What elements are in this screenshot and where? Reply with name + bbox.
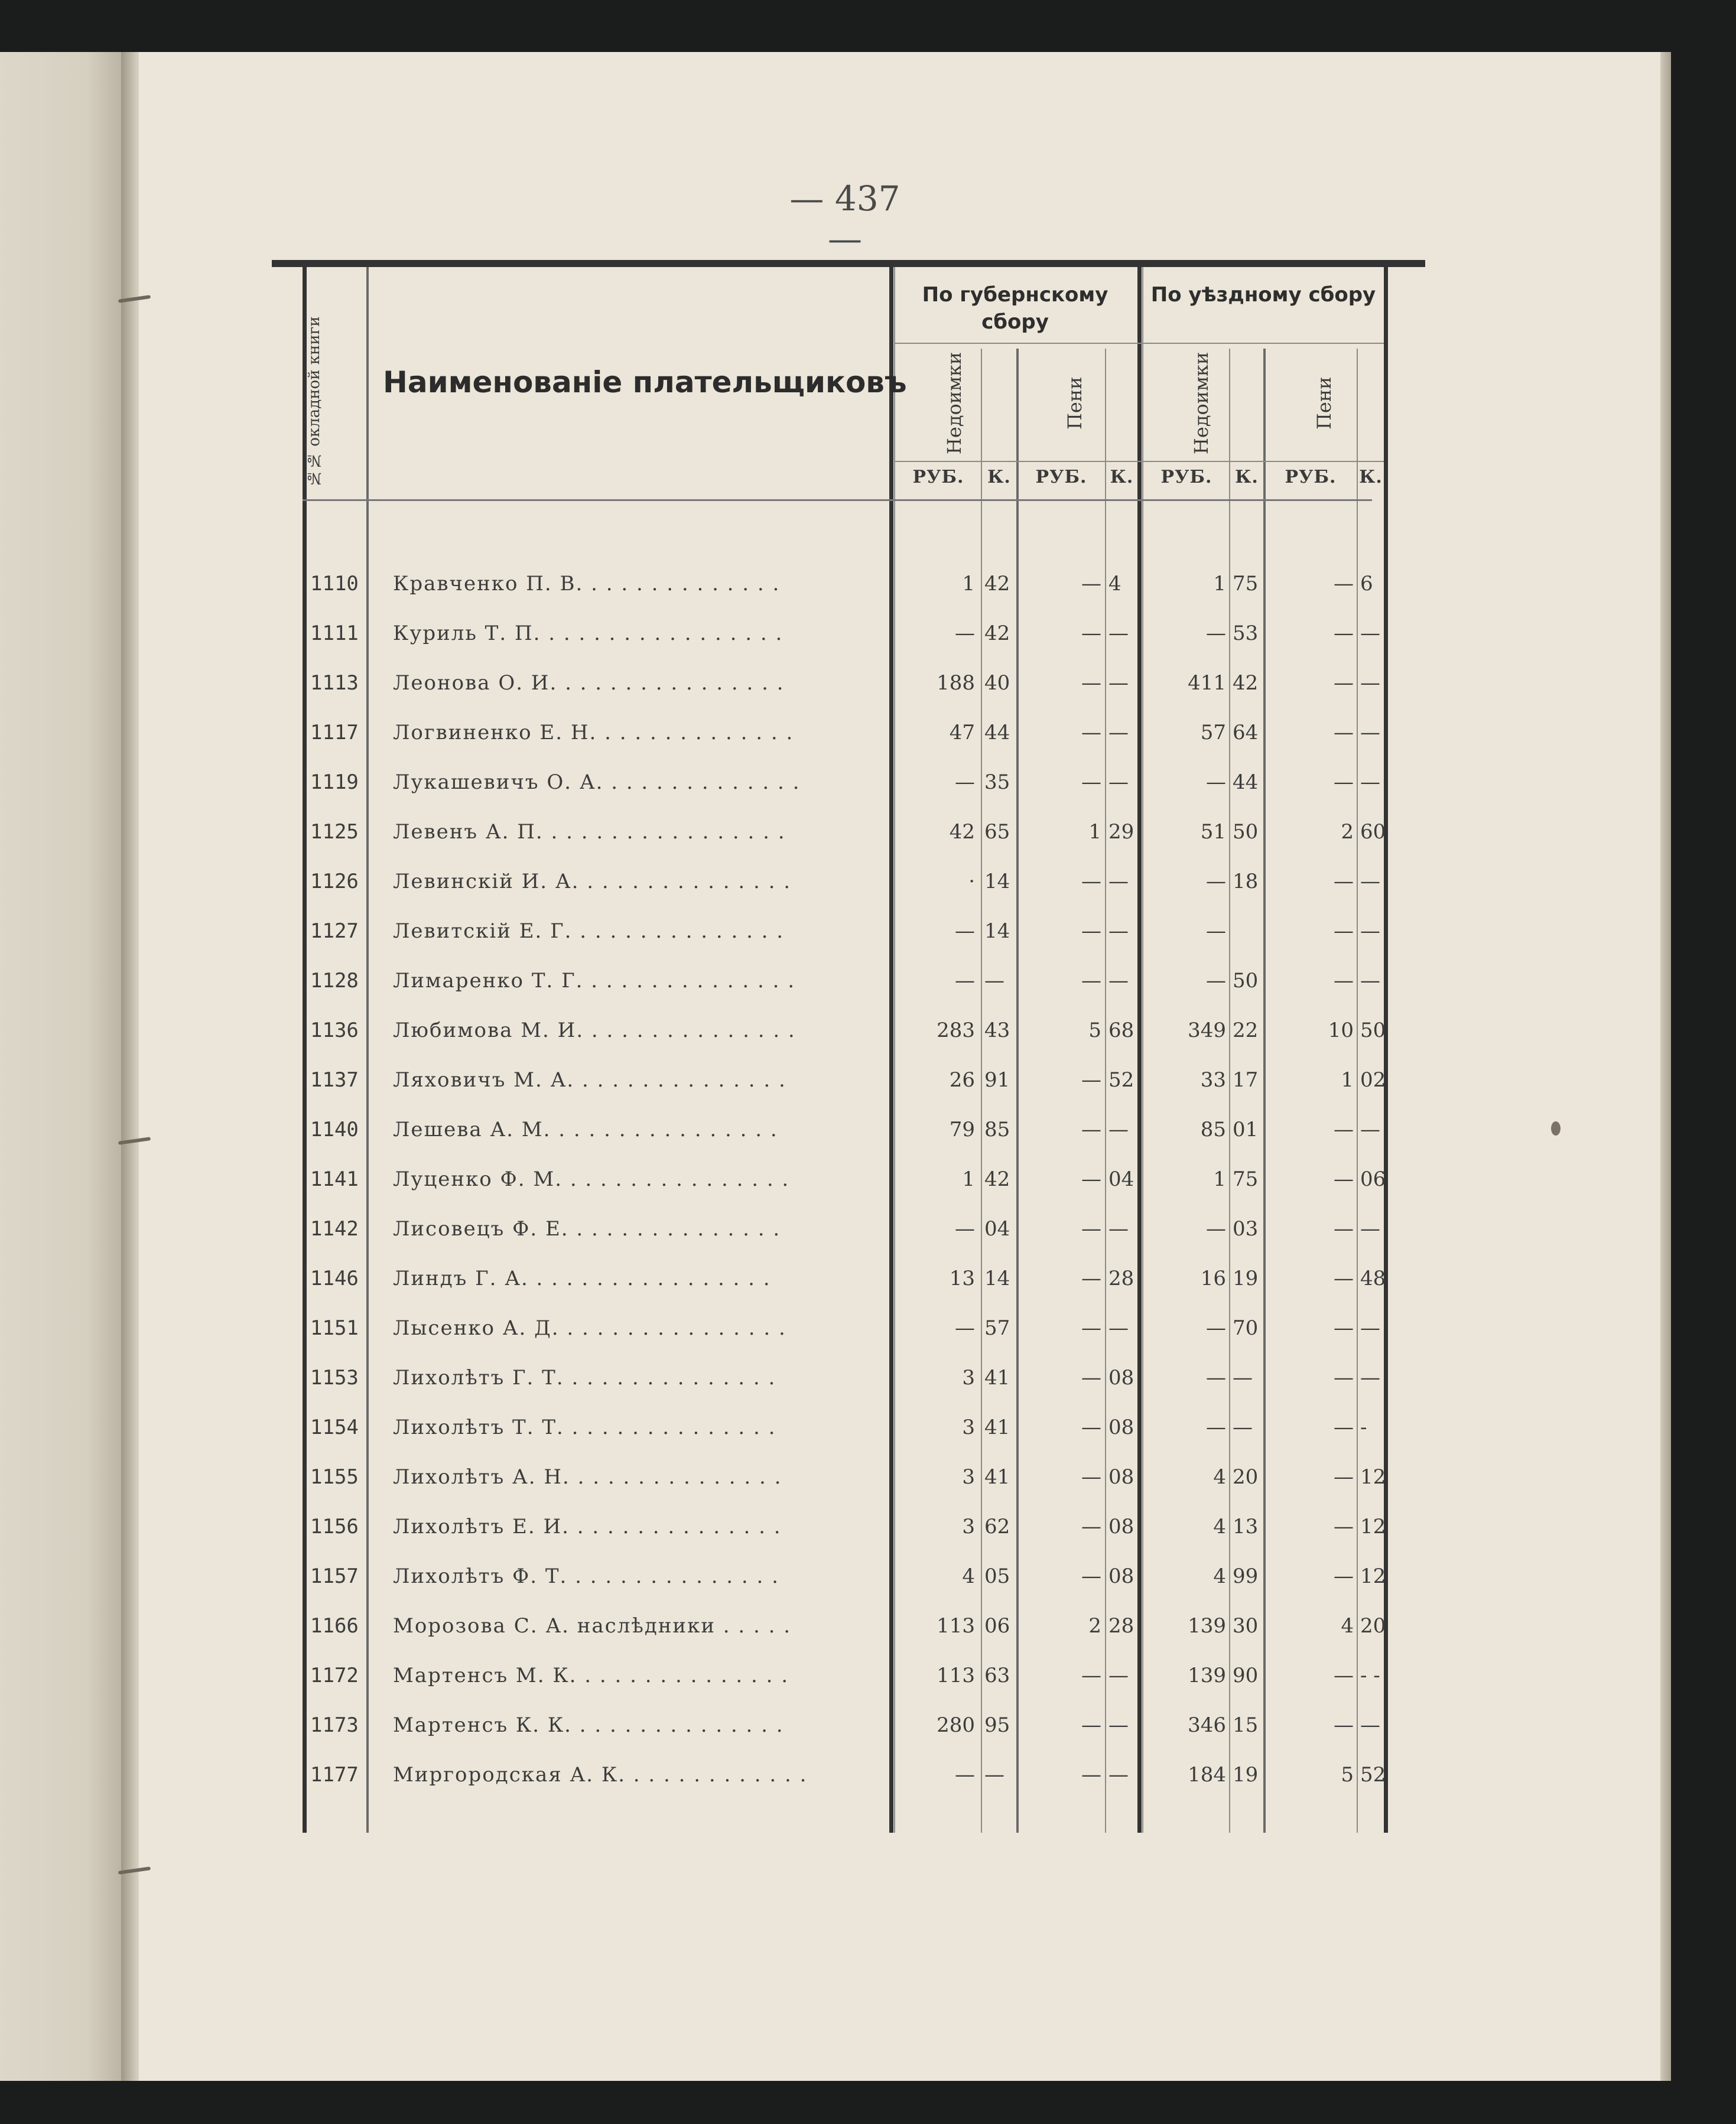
table-row [0, 1118, 1418, 1159]
province-arrears-kop: 85 [984, 1118, 1010, 1141]
province-arrears-rub: 79 [949, 1118, 975, 1141]
province-penalty-kop: — [1108, 622, 1129, 645]
province-penalty-rub: — [1081, 770, 1101, 794]
district-arrears-kop: 70 [1233, 1316, 1259, 1340]
province-arrears-kop: 43 [984, 1019, 1010, 1042]
table-row [0, 820, 1418, 861]
payer-name: Левенъ А. П. . . . . . . . . . . . . . . . . [393, 820, 786, 844]
book-number: 1127 [310, 919, 359, 943]
province-penalty-kop: 08 [1108, 1366, 1134, 1390]
province-penalty-kop: 28 [1108, 1614, 1134, 1638]
district-arrears-kop: 01 [1233, 1118, 1259, 1141]
province-arrears-kop: 57 [984, 1316, 1010, 1340]
paper-speck [1551, 1121, 1561, 1136]
header-bottom-rule [303, 499, 1372, 501]
district-penalty-kop: — [1360, 919, 1380, 943]
book-number: 1177 [310, 1763, 359, 1787]
arrears-header: Недоимки [1190, 352, 1212, 455]
province-arrears-rub: — [955, 969, 975, 993]
payer-name: Левитскій Е. Г. . . . . . . . . . . . . . . [393, 919, 785, 943]
district-penalty-kop: 20 [1360, 1614, 1386, 1638]
province-arrears-rub: · [968, 870, 975, 893]
province-penalty-kop: — [1108, 1217, 1129, 1241]
table-row [0, 671, 1418, 713]
district-penalty-rub: — [1334, 1664, 1354, 1687]
district-arrears-kop: 30 [1233, 1614, 1259, 1638]
table-row [0, 1515, 1418, 1556]
province-penalty-rub: — [1081, 1515, 1101, 1538]
table-row [0, 572, 1418, 613]
province-penalty-rub: — [1081, 1366, 1101, 1390]
province-arrears-rub: — [955, 919, 975, 943]
province-arrears-kop: 42 [984, 622, 1010, 645]
district-arrears-rub: — [1206, 622, 1226, 645]
province-arrears-rub: 3 [962, 1366, 975, 1390]
province-arrears-kop: 41 [984, 1416, 1010, 1439]
table-row [0, 1614, 1418, 1655]
payer-name: Лихолѣтъ Г. Т. . . . . . . . . . . . . . . [393, 1366, 776, 1390]
group-header-rule [894, 343, 1384, 344]
page-edge [1660, 52, 1671, 2081]
district-penalty-kop: 48 [1360, 1267, 1386, 1290]
province-arrears-kop: 44 [984, 721, 1010, 744]
district-arrears-rub: — [1206, 919, 1226, 943]
province-penalty-kop: — [1108, 1118, 1129, 1141]
book-number: 1136 [310, 1019, 359, 1042]
book-number: 1126 [310, 870, 359, 893]
district-arrears-kop: 75 [1233, 1167, 1259, 1191]
district-arrears-rub: 139 [1188, 1614, 1226, 1638]
province-penalty-rub: — [1081, 1068, 1101, 1092]
district-arrears-rub: 139 [1188, 1664, 1226, 1687]
district-arrears-kop: 50 [1233, 820, 1259, 844]
province-levy-header: По губернскому сбору [922, 283, 1108, 334]
district-arrears-kop: 20 [1233, 1465, 1259, 1489]
district-penalty-rub: — [1334, 671, 1354, 695]
district-penalty-kop: — [1360, 770, 1380, 794]
payer-name: Лихолѣтъ Е. И. . . . . . . . . . . . . . . [393, 1515, 782, 1538]
book-number: 1128 [310, 969, 359, 993]
province-arrears-kop: 14 [984, 1267, 1010, 1290]
province-arrears-kop: 41 [984, 1366, 1010, 1390]
unit-rub: РУБ. [1285, 467, 1337, 487]
province-penalty-rub: — [1081, 1217, 1101, 1241]
payer-name: Луценко Ф. М. . . . . . . . . . . . . . . . [393, 1167, 790, 1191]
province-arrears-rub: 26 [949, 1068, 975, 1092]
province-arrears-kop: 06 [984, 1614, 1010, 1638]
table-row [0, 1416, 1418, 1457]
district-penalty-kop: 6 [1360, 572, 1373, 596]
table-row [0, 1217, 1418, 1258]
district-arrears-rub: — [1206, 870, 1226, 893]
province-arrears-kop: 42 [984, 1167, 1010, 1191]
district-penalty-kop: — [1360, 671, 1380, 695]
district-penalty-kop: — [1360, 1366, 1380, 1390]
province-penalty-rub: — [1081, 969, 1101, 993]
district-penalty-kop: - [1360, 1416, 1367, 1439]
table-row [0, 1664, 1418, 1705]
province-arrears-kop: 35 [984, 770, 1010, 794]
book-number: 1156 [310, 1515, 359, 1538]
district-penalty-rub: — [1334, 1416, 1354, 1439]
district-arrears-kop: — [1233, 1366, 1253, 1390]
table-row [0, 1019, 1418, 1060]
district-arrears-kop: 19 [1233, 1763, 1259, 1787]
district-penalty-rub: — [1334, 1118, 1354, 1141]
payer-name: Ляховичъ М. А. . . . . . . . . . . . . . . [393, 1068, 786, 1092]
district-penalty-rub: 10 [1328, 1019, 1354, 1042]
province-arrears-rub: 283 [937, 1019, 975, 1042]
district-penalty-rub: — [1334, 1564, 1354, 1588]
page-number: — 437 — [789, 178, 900, 259]
table-row [0, 1713, 1418, 1755]
district-arrears-rub: 85 [1200, 1118, 1226, 1141]
book-number: 1113 [310, 671, 359, 695]
district-arrears-kop: — [1233, 1416, 1253, 1439]
district-arrears-rub: — [1206, 1316, 1226, 1340]
province-penalty-rub: — [1081, 1465, 1101, 1489]
payer-name: Левинскій И. А. . . . . . . . . . . . . . . [393, 870, 792, 893]
district-levy-header: По уѣздному сбору [1150, 283, 1376, 307]
province-penalty-rub: — [1081, 1416, 1101, 1439]
province-penalty-rub: — [1081, 1267, 1101, 1290]
book-number: 1157 [310, 1564, 359, 1588]
table-row [0, 1763, 1418, 1804]
province-arrears-kop: 05 [984, 1564, 1010, 1588]
district-arrears-rub: 33 [1200, 1068, 1226, 1092]
book-number: 1173 [310, 1713, 359, 1737]
province-penalty-kop: 68 [1108, 1019, 1134, 1042]
province-penalty-kop: — [1108, 870, 1129, 893]
province-arrears-kop: 95 [984, 1713, 1010, 1737]
payers-name-header: Наименованіе плательщиковъ [383, 365, 907, 399]
district-penalty-rub: — [1334, 721, 1354, 744]
unit-kop: К. [1359, 467, 1383, 487]
district-penalty-kop: 06 [1360, 1167, 1386, 1191]
district-penalty-rub: — [1334, 919, 1354, 943]
district-penalty-kop: — [1360, 1316, 1380, 1340]
payer-name: Лешева А. М. . . . . . . . . . . . . . . . [393, 1118, 778, 1141]
district-arrears-kop: 18 [1233, 870, 1259, 893]
province-penalty-kop: — [1108, 770, 1129, 794]
district-arrears-kop: 13 [1233, 1515, 1259, 1538]
district-penalty-rub: — [1334, 1267, 1354, 1290]
district-penalty-kop: - - [1360, 1664, 1380, 1687]
district-penalty-rub: — [1334, 1366, 1354, 1390]
book-number: 1153 [310, 1366, 359, 1390]
district-arrears-kop: 99 [1233, 1564, 1259, 1588]
payer-name: Морозова С. А. наслѣдники . . . . . [393, 1614, 792, 1638]
payer-name: Мартенсъ М. К. . . . . . . . . . . . . . . [393, 1664, 789, 1687]
book-number: 1146 [310, 1267, 359, 1290]
province-penalty-rub: 2 [1088, 1614, 1101, 1638]
province-penalty-rub: — [1081, 870, 1101, 893]
book-number: 1154 [310, 1416, 359, 1439]
province-penalty-rub: 1 [1088, 820, 1101, 844]
province-arrears-rub: 113 [937, 1664, 975, 1687]
table-row [0, 870, 1418, 911]
province-penalty-kop: 29 [1108, 820, 1134, 844]
province-arrears-kop: 41 [984, 1465, 1010, 1489]
unit-header-rule [894, 461, 1384, 462]
district-arrears-rub: — [1206, 770, 1226, 794]
table-row [0, 919, 1418, 961]
district-arrears-rub: 1 [1213, 1167, 1226, 1191]
province-penalty-rub: — [1081, 1664, 1101, 1687]
district-penalty-rub: — [1334, 1316, 1354, 1340]
district-arrears-kop: 50 [1233, 969, 1259, 993]
district-penalty-kop: — [1360, 1713, 1380, 1737]
table-row [0, 770, 1418, 812]
district-penalty-kop: — [1360, 1217, 1380, 1241]
table-row [0, 622, 1418, 663]
unit-rub: РУБ. [912, 467, 964, 487]
province-penalty-rub: — [1081, 622, 1101, 645]
table-row [0, 1267, 1418, 1308]
payer-name: Лихолѣтъ Т. Т. . . . . . . . . . . . . . . [393, 1416, 776, 1439]
province-arrears-kop: 14 [984, 870, 1010, 893]
district-arrears-rub: 349 [1188, 1019, 1226, 1042]
book-number-header: №№ окладной книги [305, 316, 323, 487]
district-arrears-rub: 51 [1200, 820, 1226, 844]
province-arrears-rub: 3 [962, 1465, 975, 1489]
district-penalty-kop: 12 [1360, 1465, 1386, 1489]
table-row [0, 1366, 1418, 1407]
province-penalty-rub: — [1081, 721, 1101, 744]
district-arrears-rub: 4 [1213, 1515, 1226, 1538]
province-arrears-rub: — [955, 1316, 975, 1340]
payer-name: Мартенсъ К. К. . . . . . . . . . . . . . . [393, 1713, 784, 1737]
province-arrears-rub: 3 [962, 1416, 975, 1439]
province-penalty-kop: — [1108, 1763, 1129, 1787]
province-penalty-kop: 08 [1108, 1515, 1134, 1538]
book-number: 1119 [310, 770, 359, 794]
province-penalty-rub: 5 [1088, 1019, 1101, 1042]
book-number: 1110 [310, 572, 359, 596]
district-penalty-rub: — [1334, 1713, 1354, 1737]
province-penalty-rub: — [1081, 1763, 1101, 1787]
table-top-rule [272, 260, 1425, 267]
province-arrears-rub: 47 [949, 721, 975, 744]
province-penalty-kop: — [1108, 969, 1129, 993]
penalty-header: Пени [1064, 376, 1086, 430]
province-penalty-kop: 52 [1108, 1068, 1134, 1092]
district-arrears-rub: 1 [1213, 572, 1226, 596]
book-number: 1141 [310, 1167, 359, 1191]
province-penalty-kop: — [1108, 1664, 1129, 1687]
district-penalty-rub: — [1334, 1515, 1354, 1538]
district-arrears-rub: 4 [1213, 1465, 1226, 1489]
table-row [0, 1167, 1418, 1209]
district-penalty-rub: 2 [1341, 820, 1354, 844]
table-row [0, 969, 1418, 1010]
province-penalty-rub: — [1081, 671, 1101, 695]
payer-name: Лукашевичъ О. А. . . . . . . . . . . . . . [393, 770, 801, 794]
payer-name: Миргородская А. К. . . . . . . . . . . . . [393, 1763, 808, 1787]
province-penalty-kop: — [1108, 919, 1129, 943]
district-arrears-rub: 4 [1213, 1564, 1226, 1588]
district-penalty-rub: 4 [1341, 1614, 1354, 1638]
book-number: 1142 [310, 1217, 359, 1241]
province-arrears-kop: 65 [984, 820, 1010, 844]
book-number: 1166 [310, 1614, 359, 1638]
district-arrears-kop: 64 [1233, 721, 1259, 744]
province-penalty-rub: — [1081, 1564, 1101, 1588]
district-penalty-kop: — [1360, 969, 1380, 993]
penalty-header: Пени [1313, 376, 1335, 430]
district-arrears-kop: 53 [1233, 622, 1259, 645]
district-penalty-kop: — [1360, 721, 1380, 744]
payer-name: Лихолѣтъ А. Н. . . . . . . . . . . . . . . [393, 1465, 782, 1489]
payer-name: Любимова М. И. . . . . . . . . . . . . . . [393, 1019, 796, 1042]
book-number: 1125 [310, 820, 359, 844]
unit-kop: К. [1110, 467, 1134, 487]
province-arrears-kop: 04 [984, 1217, 1010, 1241]
province-arrears-rub: 1 [962, 572, 975, 596]
province-arrears-kop: 40 [984, 671, 1010, 695]
unit-kop: К. [987, 467, 1011, 487]
province-penalty-rub: — [1081, 1118, 1101, 1141]
book-number: 1140 [310, 1118, 359, 1141]
district-penalty-kop: 50 [1360, 1019, 1386, 1042]
district-penalty-rub: — [1334, 770, 1354, 794]
province-arrears-rub: 280 [937, 1713, 975, 1737]
arrears-header: Недоимки [943, 352, 965, 455]
district-penalty-rub: — [1334, 1167, 1354, 1191]
payer-name: Лихолѣтъ Ф. Т. . . . . . . . . . . . . . . [393, 1564, 779, 1588]
province-penalty-rub: — [1081, 919, 1101, 943]
district-arrears-kop: 17 [1233, 1068, 1259, 1092]
district-arrears-kop: 75 [1233, 572, 1259, 596]
district-arrears-kop: 44 [1233, 770, 1259, 794]
district-penalty-rub: — [1334, 572, 1354, 596]
district-arrears-rub: 346 [1188, 1713, 1226, 1737]
payer-name: Кравченко П. В. . . . . . . . . . . . . . [393, 572, 781, 596]
province-arrears-kop: 14 [984, 919, 1010, 943]
province-arrears-kop: 42 [984, 572, 1010, 596]
unit-kop: К. [1235, 467, 1259, 487]
district-penalty-kop: 60 [1360, 820, 1386, 844]
province-arrears-rub: 113 [937, 1614, 975, 1638]
district-arrears-rub: — [1206, 1416, 1226, 1439]
district-arrears-kop: 42 [1233, 671, 1259, 695]
district-penalty-rub: 5 [1341, 1763, 1354, 1787]
province-penalty-kop: 04 [1108, 1167, 1134, 1191]
district-arrears-kop: 15 [1233, 1713, 1259, 1737]
province-arrears-rub: 3 [962, 1515, 975, 1538]
payer-name: Линдъ Г. А. . . . . . . . . . . . . . . . . [393, 1267, 771, 1290]
province-penalty-kop: 4 [1108, 572, 1121, 596]
district-arrears-rub: — [1206, 1366, 1226, 1390]
district-penalty-kop: — [1360, 870, 1380, 893]
province-arrears-rub: 42 [949, 820, 975, 844]
table-row [0, 1465, 1418, 1507]
district-arrears-rub: 411 [1188, 671, 1226, 695]
payer-name: Лысенко А. Д. . . . . . . . . . . . . . . . [393, 1316, 786, 1340]
district-penalty-rub: 1 [1341, 1068, 1354, 1092]
district-arrears-rub: 57 [1200, 721, 1226, 744]
district-penalty-kop: 52 [1360, 1763, 1386, 1787]
district-penalty-rub: — [1334, 1217, 1354, 1241]
province-penalty-kop: — [1108, 1713, 1129, 1737]
district-arrears-kop: 90 [1233, 1664, 1259, 1687]
district-arrears-rub: 184 [1188, 1763, 1226, 1787]
province-penalty-kop: — [1108, 1316, 1129, 1340]
province-penalty-kop: 28 [1108, 1267, 1134, 1290]
province-arrears-rub: — [955, 770, 975, 794]
book-number: 1117 [310, 721, 359, 744]
district-arrears-rub: 16 [1200, 1267, 1226, 1290]
province-penalty-kop: 08 [1108, 1465, 1134, 1489]
province-penalty-rub: — [1081, 572, 1101, 596]
province-arrears-rub: — [955, 1763, 975, 1787]
district-penalty-kop: 02 [1360, 1068, 1386, 1092]
province-penalty-kop: — [1108, 671, 1129, 695]
district-arrears-kop: 22 [1233, 1019, 1259, 1042]
book-number: 1111 [310, 622, 359, 645]
province-arrears-rub: — [955, 622, 975, 645]
payer-name: Лимаренко Т. Г. . . . . . . . . . . . . . . [393, 969, 796, 993]
province-arrears-rub: 188 [937, 671, 975, 695]
province-penalty-rub: — [1081, 1316, 1101, 1340]
province-penalty-kop: 08 [1108, 1564, 1134, 1588]
district-penalty-rub: — [1334, 622, 1354, 645]
district-penalty-rub: — [1334, 1465, 1354, 1489]
unit-rub: РУБ. [1035, 467, 1087, 487]
payer-name: Лисовецъ Ф. Е. . . . . . . . . . . . . . . [393, 1217, 781, 1241]
book-number: 1137 [310, 1068, 359, 1092]
province-arrears-kop: — [984, 1763, 1004, 1787]
province-arrears-rub: — [955, 1217, 975, 1241]
district-penalty-rub: — [1334, 969, 1354, 993]
payer-name: Логвиненко Е. Н. . . . . . . . . . . . . . [393, 721, 794, 744]
province-penalty-kop: — [1108, 721, 1129, 744]
district-penalty-kop: — [1360, 622, 1380, 645]
province-penalty-rub: — [1081, 1713, 1101, 1737]
district-arrears-kop: 03 [1233, 1217, 1259, 1241]
district-penalty-kop: 12 [1360, 1564, 1386, 1588]
table-row [0, 721, 1418, 762]
table-row [0, 1564, 1418, 1606]
book-number: 1155 [310, 1465, 359, 1489]
district-penalty-kop: — [1360, 1118, 1380, 1141]
district-arrears-rub: — [1206, 969, 1226, 993]
payer-name: Леонова О. И. . . . . . . . . . . . . . . . [393, 671, 785, 695]
province-arrears-kop: 91 [984, 1068, 1010, 1092]
book-number: 1151 [310, 1316, 359, 1340]
province-penalty-rub: — [1081, 1167, 1101, 1191]
book-number: 1172 [310, 1664, 359, 1687]
province-arrears-kop: — [984, 969, 1004, 993]
payer-name: Куриль Т. П. . . . . . . . . . . . . . . . . [393, 622, 784, 645]
province-arrears-kop: 62 [984, 1515, 1010, 1538]
province-arrears-rub: 13 [949, 1267, 975, 1290]
province-arrears-rub: 4 [962, 1564, 975, 1588]
table-row [0, 1068, 1418, 1110]
table-row [0, 1316, 1418, 1358]
province-arrears-kop: 63 [984, 1664, 1010, 1687]
district-penalty-rub: — [1334, 870, 1354, 893]
district-arrears-kop: 19 [1233, 1267, 1259, 1290]
unit-rub: РУБ. [1160, 467, 1212, 487]
province-arrears-rub: 1 [962, 1167, 975, 1191]
province-penalty-kop: 08 [1108, 1416, 1134, 1439]
district-penalty-kop: 12 [1360, 1515, 1386, 1538]
district-arrears-rub: — [1206, 1217, 1226, 1241]
